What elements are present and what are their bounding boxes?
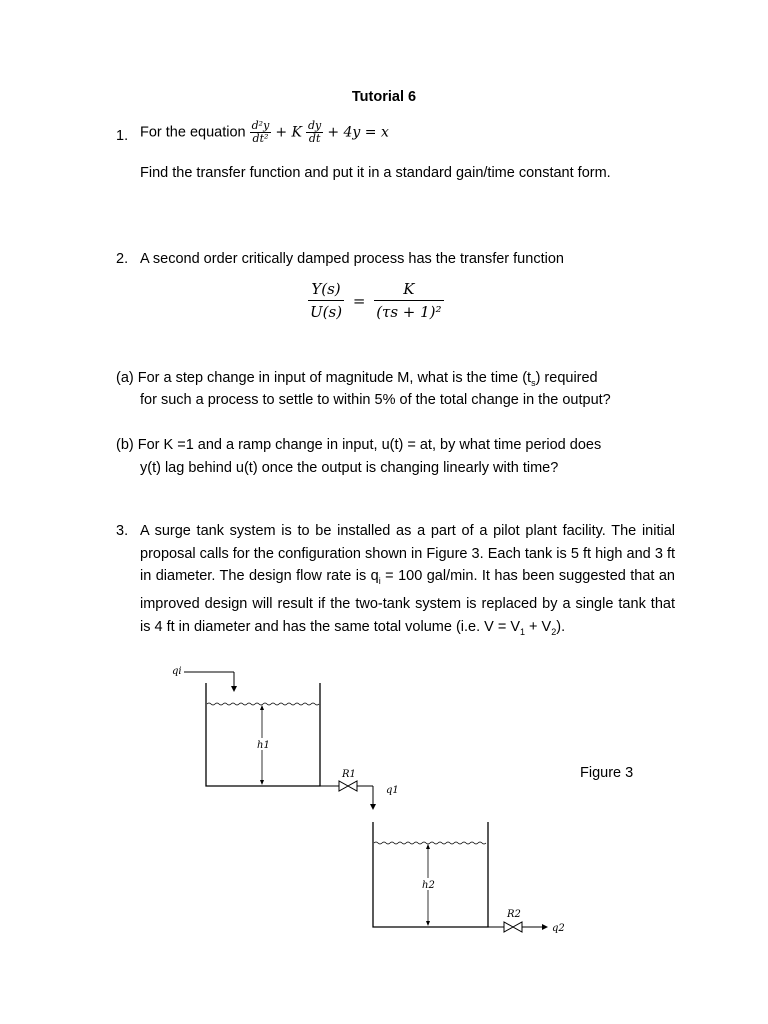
q2a-line1-end: ) required <box>535 370 598 386</box>
h1-arrow-top <box>260 705 264 710</box>
q2b-line1: (b) For K =1 and a ramp change in input, u(t) = at, by what time period does <box>116 437 602 453</box>
figure-h2-label: h2 <box>422 880 435 891</box>
valve-r2-right <box>513 922 522 932</box>
valve-r1-left <box>339 781 348 791</box>
h2-arrow-bottom <box>426 921 430 926</box>
valve-r1-right <box>348 781 357 791</box>
outlet-1-arrowhead <box>370 804 376 810</box>
q1-number: 1. <box>116 128 129 144</box>
q2b-line2: y(t) lag behind u(t) once the output is changing linearly with time? <box>140 460 559 476</box>
tank-1-liquid-surface <box>207 703 319 705</box>
figure-r2-label: R2 <box>507 909 521 920</box>
tank-2 <box>373 822 488 927</box>
q1-plus-k: + K <box>275 124 302 141</box>
q2-rhs-denominator: (τs + 1)² <box>376 303 442 321</box>
q2a-line2: for such a process to settle to within 5% of the total change in the output? <box>140 392 611 408</box>
q1-dy-denominator: dt <box>308 132 321 145</box>
q3-text-part1: A surge tank system is to be installed as a part of a pilot plant facility. The initial proposal calls for the configuration shown in Figure 3. Each tank is 5 ft high and 3 ft in diameter. The design flow rate is q <box>140 523 675 585</box>
q1-text: Find the transfer function and put it in a standard gain/time constant form. <box>140 165 611 181</box>
q2-number: 2. <box>116 251 129 267</box>
q2a-line1-text: (a) For a step change in input of magnitude M, what is the time (t <box>116 370 532 386</box>
tank-2-liquid-surface <box>374 842 486 844</box>
q3-text-part3: + V <box>525 618 552 635</box>
q1-equation-rest: + 4y = x <box>327 124 389 141</box>
q2-lhs-numerator: Y(s) <box>308 278 344 301</box>
tank-1 <box>206 683 320 786</box>
q1-dy-numerator: dy <box>308 119 322 132</box>
figure-q1-label: q1 <box>386 785 399 796</box>
figure-h1-label: h1 <box>257 740 270 751</box>
inflow-arrowhead <box>231 686 237 692</box>
q3-text-part2: = 100 gal/min. It has been suggested that an improved design will result if the two-tank system is replaced by a single tank that is 4 ft in diameter and has the same total volume (i.e. V = V <box>140 568 675 635</box>
q3-sub-1: 1 <box>520 626 526 637</box>
q2-rhs-numerator: K <box>374 278 443 301</box>
q1-d2y-numerator: d²y <box>251 119 270 132</box>
q3-sub-i: i <box>378 576 381 587</box>
q2a-subscript: s <box>531 377 536 388</box>
q3-text-part4: ). <box>556 618 566 635</box>
q2-lhs-denominator: U(s) <box>310 303 343 321</box>
q3-sub-2: 2 <box>551 626 557 637</box>
q3-number: 3. <box>116 523 129 539</box>
q1-d2y-denominator: dt² <box>252 132 269 145</box>
q2-equals-sign: = <box>352 291 366 310</box>
q1-intro: For the equation <box>140 124 246 141</box>
figure-qi-label: qi <box>172 666 182 677</box>
figure-r1-label: R1 <box>342 769 356 780</box>
h1-arrow-bottom <box>260 780 264 785</box>
outlet-2-arrowhead <box>542 924 548 930</box>
valve-r2-left <box>504 922 513 932</box>
h2-arrow-top <box>426 844 430 849</box>
figure-q2-label: q2 <box>552 923 565 934</box>
q2-intro: A second order critically damped process has the transfer function <box>140 251 564 267</box>
figure-caption: Figure 3 <box>580 765 634 781</box>
page-title: Tutorial 6 <box>351 89 417 105</box>
